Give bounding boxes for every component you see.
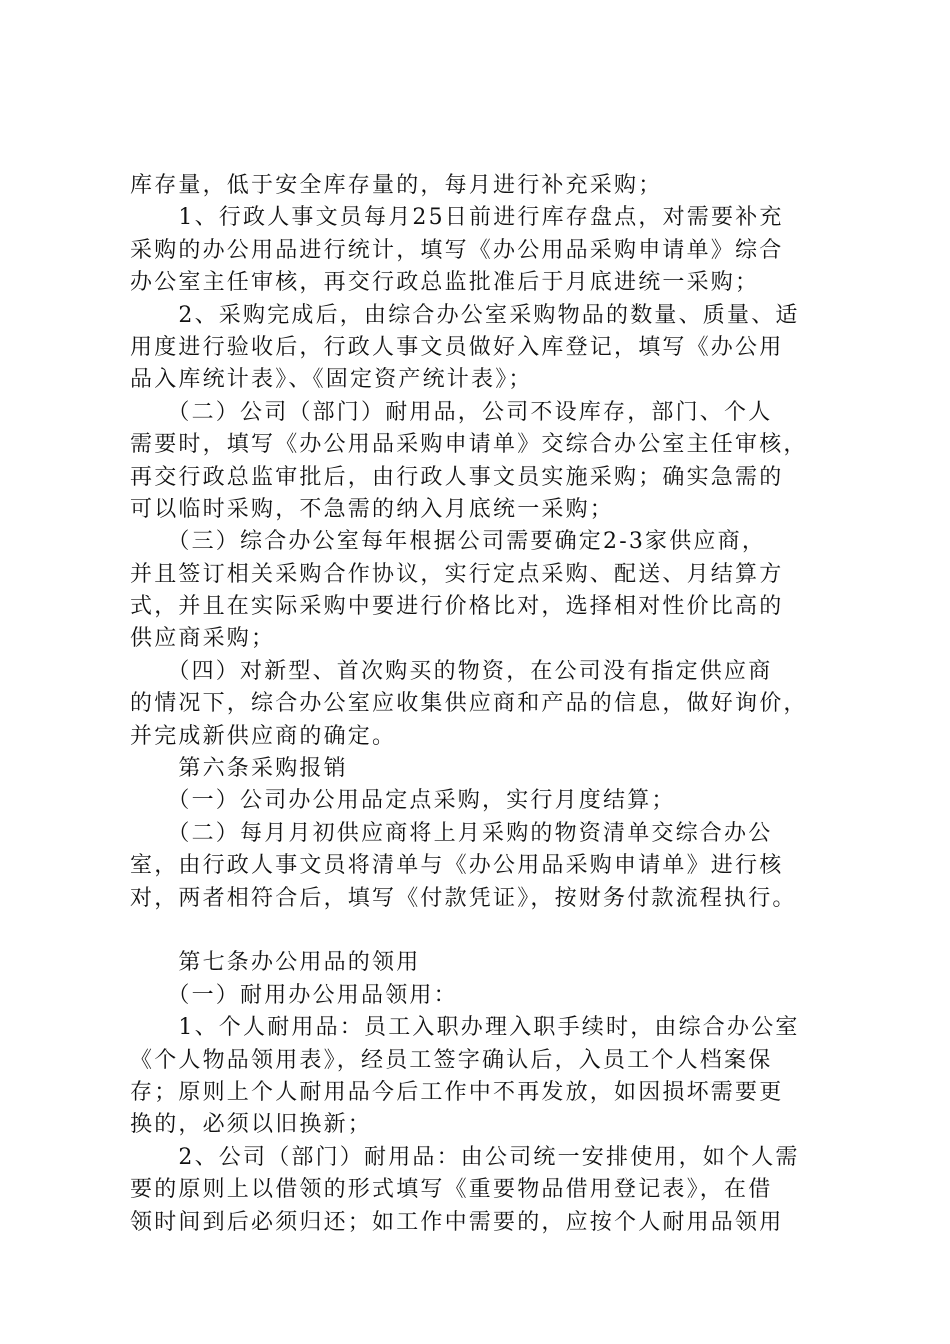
text-line: 采购的办公用品进行统计，填写《办公用品采购申请单》综合: [130, 237, 784, 263]
blank-line: [130, 915, 850, 947]
text-line: 1、行政人事文员每月25日前进行库存盘点，对需要补充: [130, 205, 784, 231]
text-line: 再交行政总监审批后，由行政人事文员实施采购；确实急需的: [130, 464, 784, 490]
document-body: [130, 170, 850, 1239]
text-line: （二）公司（部门）耐用品，公司不设库存，部门、个人: [130, 399, 773, 425]
text-line: 室，由行政人事文员将清单与《办公用品采购申请单》进行核: [130, 853, 784, 879]
text-line: 《个人物品领用表》，经员工签字确认后，入员工个人档案保: [130, 1047, 773, 1073]
text-line: 库存量，低于安全库存量的，每月进行补充采购；: [130, 173, 663, 198]
text-line: 并且签订相关采购合作协议，实行定点采购、配送、月结算方: [130, 561, 784, 587]
text-line: 2、公司（部门）耐用品：由公司统一安排使用，如个人需: [130, 1144, 800, 1170]
section-heading: 第六条采购报销: [130, 756, 348, 782]
text-line: 式，并且在实际采购中要进行价格比对，选择相对性价比高的: [130, 594, 784, 620]
text-line: 并完成新供应商的确定。: [130, 723, 397, 749]
text-line: 对，两者相符合后，填写《付款凭证》，按财务付款流程执行。: [130, 885, 797, 911]
text-line: 要的原则上以借领的形式填写《重要物品借用登记表》，在借: [130, 1177, 773, 1203]
section-heading: 第七条办公用品的领用: [130, 950, 421, 976]
text-line: （三）综合办公室每年根据公司需要确定2-3家供应商，: [130, 529, 767, 555]
text-line: 办公室主任审核，再交行政总监批准后于月底进统一采购；: [130, 270, 760, 296]
text-line: 可以临时采购，不急需的纳入月底统一采购；: [130, 496, 615, 522]
text-line: （二）每月月初供应商将上月采购的物资清单交综合办公: [130, 820, 773, 846]
text-line: （四）对新型、首次购买的物资，在公司没有指定供应商: [130, 658, 773, 684]
text-line: 的情况下，综合办公室应收集供应商和产品的信息，做好询价，: [130, 691, 808, 717]
text-line: 用度进行验收后，行政人事文员做好入库登记，填写《办公用: [130, 334, 784, 360]
text-line: 领时间到后必须归还；如工作中需要的，应按个人耐用品领用: [130, 1209, 784, 1235]
text-line: 需要时，填写《办公用品采购申请单》交综合办公室主任审核，: [130, 432, 808, 458]
text-line: （一）耐用办公用品领用：: [130, 982, 458, 1008]
text-line: 1、个人耐用品：员工入职办理入职手续时，由综合办公室: [130, 1015, 800, 1041]
text-line: 换的，必须以旧换新；: [130, 1112, 373, 1138]
text-line: 2、采购完成后，由综合办公室采购物品的数量、质量、适: [130, 302, 800, 328]
text-line: 供应商采购；: [130, 626, 276, 652]
text-line: 品入库统计表》、《固定资产统计表》；: [130, 367, 533, 393]
text-line: 存；原则上个人耐用品今后工作中不再发放，如因损坏需要更: [130, 1079, 784, 1105]
text-line: （一）公司办公用品定点采购，实行月度结算；: [130, 788, 676, 814]
